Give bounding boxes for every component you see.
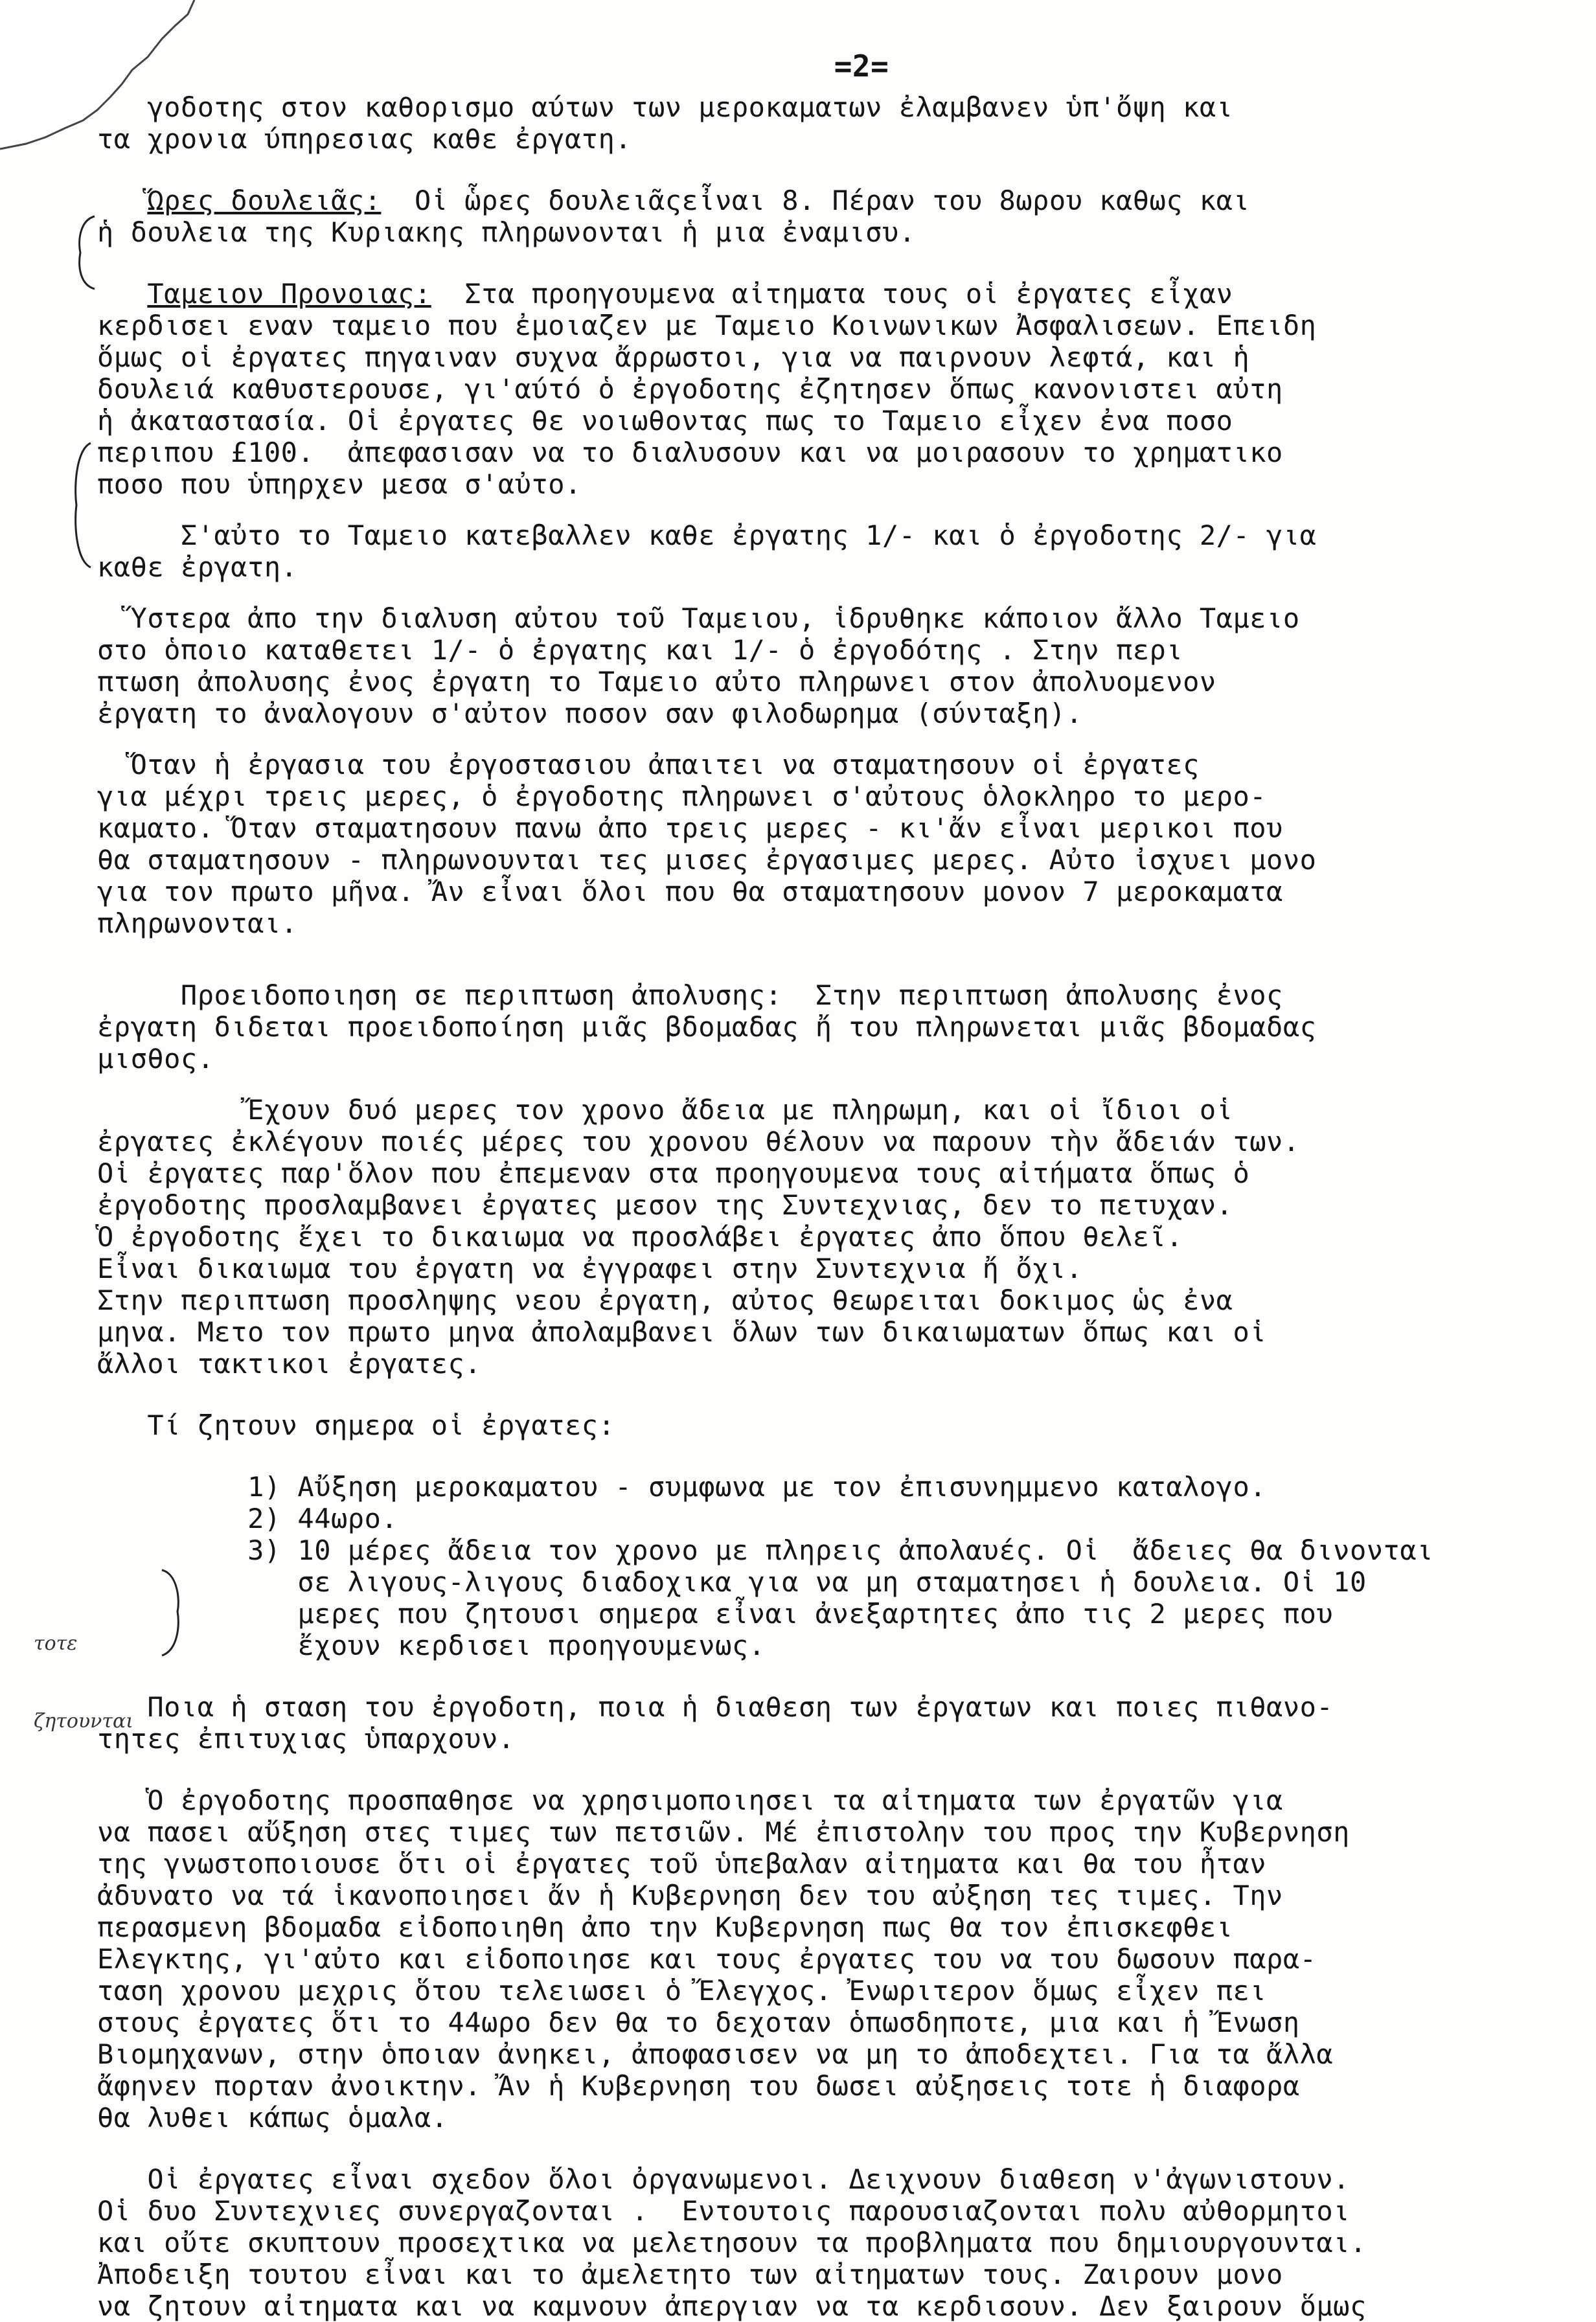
paragraph xyxy=(97,185,1555,248)
paragraph xyxy=(97,519,1555,583)
text-line: Εἶναι δικαιωμα του ἐργατη να ἐγγραφει στην Συντεχνια ἤ ὄχι. xyxy=(97,1253,1083,1284)
paragraph-gap xyxy=(97,1441,1555,1471)
text-line: Ὥρες δουλειᾶς: Οἱ ὧρες δουλειᾶςεἶναι 8. Πέραν του 8ωρου καθως και xyxy=(147,185,1250,216)
margin-bracket-top xyxy=(71,214,97,291)
text-line: 3) 10 μέρες ἄδεια τον χρονο με πληρεις ἀπολαυές. Οἱ ἄδειες θα δινονται xyxy=(97,1534,1433,1566)
paragraph xyxy=(97,749,1555,939)
text-line: καματο. Ὅταν σταματησουν πανω ἀπο τρεις μερες - κι'ἄν εἶναι μερικοι που xyxy=(97,812,1283,844)
document-body xyxy=(97,51,1555,2322)
text-line: ποσο που ὑπηρχεν μεσα σ'αὐτο. xyxy=(97,468,582,500)
paragraph-gap xyxy=(97,155,1555,185)
text-line: μηνα. Μετο τον πρωτο μηνα ἀπολαμβανει ὅλων των δικαιωματων ὅπως και οἱ xyxy=(97,1316,1267,1348)
paragraph-list xyxy=(97,91,1555,2322)
paragraph xyxy=(97,1409,1555,1441)
paragraph xyxy=(97,91,1555,155)
text-line: θα σταματησουν - πληρωνουνται τες μισες ἐργασιμες μερες. Αὐτο ἰσχυει μονο xyxy=(97,844,1317,876)
text-line: Ὁ ἐργοδοτης ἔχει το δικαιωμα να προσλάβει ἐργατες ἀπο ὅπου θελεῖ. xyxy=(97,1221,1183,1253)
paragraph xyxy=(97,1784,1555,2134)
text-line: ἡ ἀκαταστασία. Οἱ ἐργατες θε νοιωθοντας πως το Ταμειο εἶχεν ἐνα ποσο xyxy=(97,405,1233,437)
text-line: 2) 44ωρο. xyxy=(97,1503,398,1534)
paragraph-gap xyxy=(97,939,1555,979)
text-line: να ζητουν αἰτηματα και να καμνουν ἀπεργιαν να τα κερδισουν. Δεν ξαιρουν ὅμως xyxy=(97,2290,1367,2322)
paragraph-gap xyxy=(97,2134,1555,2163)
text-line: καθε ἐργατη. xyxy=(97,551,298,583)
paragraph-gap xyxy=(97,583,1555,602)
margin-note-line: ζητουνται xyxy=(34,1710,133,1733)
paragraph-gap xyxy=(97,729,1555,749)
text-line: Οἱ ἐργατες παρ'ὅλον που ἐπεμεναν στα προηγουμενα τους αἰτήματα ὅπως ὁ xyxy=(97,1157,1250,1189)
text-line: περιπου £100. ἀπεφασισαν να το διαλυσουν και να μοιρασουν το χρηματικο xyxy=(97,437,1283,468)
margin-note-line: τοτε xyxy=(34,1632,78,1655)
paragraph-gap xyxy=(97,248,1555,278)
text-line: Ελεγκτης, γι'αὐτο και εἰδοποιησε και τους ἐργατες του να του δωσουν παρα- xyxy=(97,1943,1317,1975)
paragraph xyxy=(97,2163,1555,2322)
paragraph xyxy=(97,602,1555,729)
text-line: 1) Αὔξηση μεροκαματου - συμφωνα με τον ἐπισυνημμενο καταλογο. xyxy=(97,1471,1267,1503)
text-line: ἐργατη το ἀναλογουν σ'αὐτον ποσον σαν φιλοδωρημα (σύνταξη). xyxy=(97,698,1083,729)
text-line: ἐργατη διδεται προειδοποίηση μιᾶς βδομαδας ἤ του πληρωνεται μιᾶς βδομαδας xyxy=(97,1011,1317,1043)
text-line: και οὔτε σκυπτουν προσεχτικα να μελετησουν τα προβληματα που δημιουργουνται. xyxy=(97,2227,1367,2259)
paragraph-gap xyxy=(97,1755,1555,1784)
text-line: ἐργοδοτης προσλαμβανει ἐργατες μεσον της Συντεχνιας, δεν το πετυχαν. xyxy=(97,1189,1233,1221)
paragraph xyxy=(97,1691,1555,1755)
paragraph-gap xyxy=(97,1380,1555,1409)
text-line: ἔχουν κερδισει προηγουμενως. xyxy=(97,1630,766,1661)
handwritten-margin-note xyxy=(34,1579,133,1786)
text-line: Στην περιπτωση προσληψης νεου ἐργατη, αὐτος θεωρειται δοκιμος ὡς ἐνα xyxy=(97,1284,1233,1316)
paragraph xyxy=(97,979,1555,1075)
section-heading: Ὥρες δουλειᾶς: xyxy=(147,185,382,216)
text-line: θα λυθει κάπως ὁμαλα. xyxy=(97,2102,448,2134)
text-line: να πασει αὔξηση στες τιμες των πετσιῶν. Μέ ἐπιστολην του προς την Κυβερνηση xyxy=(97,1816,1350,1848)
text-line: της γνωστοποιουσε ὅτι οἱ ἐργατες τοῦ ὑπεβαλαν αἰτηματα και θα του ἦταν xyxy=(97,1848,1267,1880)
paragraph-gap xyxy=(97,500,1555,519)
text-line: Ἔχουν δυό μερες τον χρονο ἄδεια με πληρωμη, και οἱ ἴδιοι οἱ xyxy=(97,1094,1233,1126)
text-line: Προειδοποιηση σε περιπτωση ἀπολυσης: Στην περιπτωση ἀπολυσης ἐνος xyxy=(97,979,1283,1011)
text-line: τητες ἐπιτυχιας ὑπαρχουν. xyxy=(97,1723,515,1755)
text-line: Ἀποδειξη τουτου εἶναι και το ἀμελετητο των αἰτηματων τους. Ζαιρουν μονο xyxy=(97,2259,1283,2290)
text-line: ἄλλοι τακτικοι ἐργατες. xyxy=(97,1348,482,1380)
text-line: στο ὁποιο καταθετει 1/- ὁ ἐργατης και 1/- ὁ ἐργοδότης . Στην περι xyxy=(97,634,1183,666)
paragraph xyxy=(97,278,1555,500)
text-line: ἡ δουλεια της Κυριακης πληρωνονται ἡ μια ἐναμισυ. xyxy=(97,216,916,248)
text-line: γοδοτης στον καθορισμο αύτων των μεροκαματων ἐλαμβανεν ὑπ'ὄψη και xyxy=(97,91,1233,123)
text-line: πληρωνονται. xyxy=(97,907,298,939)
text-line: Ταμειον Προνοιας: Στα προηγουμενα αἰτηματα τους οἱ ἐργατες εἶχαν xyxy=(147,278,1233,310)
paragraph xyxy=(97,1094,1555,1380)
text-line: για τον πρωτο μῆνα. Ἄν εἶναι ὅλοι που θα σταματησουν μονον 7 μεροκαματα xyxy=(97,876,1283,907)
text-line: μερες που ζητουσι σημερα εἶναι ἀνεξαρτητες ἀπο τις 2 μερες που xyxy=(97,1598,1334,1630)
text-line: ἄφηνεν πορταν ἀνοικτην. Ἄν ἡ Κυβερνηση του δωσει αὐξησεις τοτε ἡ διαφορα xyxy=(97,2070,1300,2102)
text-line: ταση χρονου μεχρις ὅτου τελειωσει ὁ Ἔλεγχος. Ἐνωριτερον ὅμως εἶχεν πει xyxy=(97,1975,1267,2007)
text-line: στους ἐργατες ὅτι το 44ωρο δεν θα το δεχοταν ὁπωσδηποτε, μια και ἡ Ἔνωση xyxy=(97,2007,1300,2038)
text-line: Σ'αὐτο το Ταμειο κατεβαλλεν καθε ἐργατης 1/- και ὁ ἐργοδοτης 2/- για xyxy=(97,519,1317,551)
paragraph-gap xyxy=(97,1075,1555,1094)
margin-bracket-mid xyxy=(67,440,93,570)
text-line: Ὕστερα ἀπο την διαλυση αὐτου τοῦ Ταμειου, ἱδρυθηκε κάποιον ἄλλο Ταμειο xyxy=(97,602,1300,634)
text-line: Βιομηχανων, στην ὁποιαν ἀνηκει, ἀποφασισεν να μη το ἀποδεχτει. Για τα ἄλλα xyxy=(97,2038,1334,2070)
section-heading: Ταμειον Προνοιας: xyxy=(147,278,431,310)
text-line: πτωση ἀπολυσης ἐνος ἐργατη το Ταμειο αὐτο πληρωνει στον ἀπολυομενον xyxy=(97,666,1216,698)
text-line: περασμενη βδομαδα εἰδοποιηθη ἀπο την Κυβερνηση πως θα τον ἐπισκεφθει xyxy=(97,1911,1233,1943)
paragraph-gap xyxy=(97,1661,1555,1691)
text-line: για μέχρι τρεις μερες, ὁ ἐργοδοτης πληρωνει σ'αὐτους ὁλοκληρο το μερο- xyxy=(97,780,1267,812)
text-line: μισθος. xyxy=(97,1043,214,1075)
text-line: ὅμως οἱ ἐργατες πηγαιναν συχνα ἄρρωστοι, για να παιρνουν λεφτά, και ἡ xyxy=(97,341,1250,373)
text-line: Ποια ἡ σταση του ἐργοδοτη, ποια ἡ διαθεση των ἐργατων και ποιες πιθανο- xyxy=(97,1691,1334,1723)
text-line: κερδισει εναν ταμειο που ἐμοιαζεν με Ταμειο Κοινωνικων Ἀσφαλισεων. Επειδη xyxy=(97,310,1317,341)
text-line: ἐργατες ἐκλέγουν ποιές μέρες του χρονου θέλουν να παρουν τὴν ἄδειάν των. xyxy=(97,1126,1300,1157)
text-line: δουλειά καθυστερουσε, γι'αύτό ὁ ἐργοδοτης ἐζητησεν ὅπως κανονιστει αὐτη xyxy=(97,373,1283,405)
text-line: σε λιγους-λιγους διαδοχικα για να μη σταματησει ἡ δουλεια. Οἱ 10 xyxy=(97,1566,1367,1598)
text-line: Ὁ ἐργοδοτης προσπαθησε να χρησιμοποιησει τα αἰτηματα των ἐργατῶν για xyxy=(97,1784,1283,1816)
text-line: Τί ζητουν σημερα οἱ ἐργατες: xyxy=(97,1409,615,1441)
text-line: ἀδυνατο να τά ἱκανοποιησει ἄν ἡ Κυβερνηση δεν του αὐξηση τες τιμες. Την xyxy=(97,1880,1283,1911)
text-line: Οἱ δυο Συντεχνιες συνεργαζονται . Εντουτοις παρουσιαζονται πολυ αὐθορμητοι xyxy=(97,2195,1350,2227)
text-line: Ὅταν ἡ ἐργασια του ἐργοστασιου ἀπαιτει να σταματησουν οἱ ἐργατες xyxy=(97,749,1200,780)
text-line: τα χρονια ύπηρεσιας καθε ἐργατη. xyxy=(97,123,632,155)
page-number: =2= xyxy=(834,49,889,84)
text-line: Οἱ ἐργατες εἶναι σχεδον ὅλοι ὀργανωμενοι. Δειχνουν διαθεση ν'ἀγωνιστουν. xyxy=(97,2163,1350,2195)
paragraph xyxy=(97,1471,1555,1661)
margin-bracket-list xyxy=(158,1567,190,1658)
